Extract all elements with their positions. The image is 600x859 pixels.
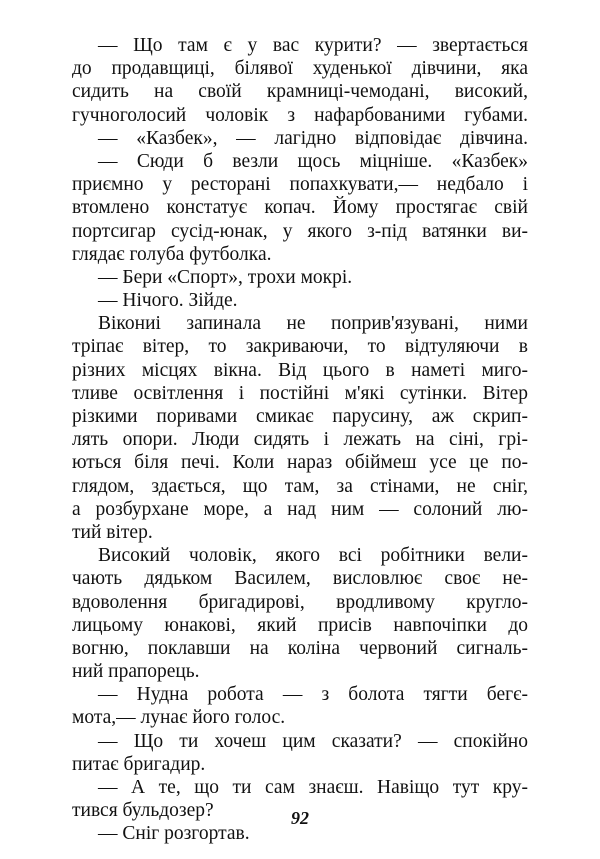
text-line-10: глядає голуба футболка.: [72, 243, 272, 265]
text-line-26: лицьому юнакові, який присів навпочіпки до: [72, 614, 528, 636]
text-line-33: — А те, що ти сам знаєш. Навіщо тут кру-: [98, 777, 528, 798]
text-line-8: втомлено констатує копач. Йому простягає свій: [72, 197, 528, 219]
text-line-9: портсигар сусід-юнак, у якого з-під ватянки ви-: [72, 220, 528, 242]
text-line-25: вдоволення бригадирові, вродливому кругло-: [72, 591, 528, 613]
text-line-27: вогню, поклавши на коліна червоний сигналь-: [72, 637, 528, 659]
text-line-23: Високий чоловік, якого всі робітники вели-: [98, 545, 528, 567]
page-number: 92: [291, 808, 309, 828]
text-line-30: мота,— лунає його голос.: [72, 707, 286, 729]
text-line-12: — Нічого. Зійде.: [98, 290, 238, 312]
text-line-35: — Сніг розгортав.: [98, 823, 250, 845]
text-line-20: глядом, здається, що там, за стінами, не сніг,: [72, 475, 528, 497]
text-line-6: — Сюди б везли щось міцніше. «Казбек»: [98, 150, 528, 172]
text-line-28: ний прапорець.: [72, 661, 200, 683]
text-line-2: до продавщиці, білявої худенької дівчини, яка: [72, 58, 528, 80]
text-line-22: тий вітер.: [72, 521, 153, 543]
text-line-24: чають дядьком Василем, висловлює своє не-: [72, 568, 528, 590]
text-line-1: — Що там є у вас курити? — звертається: [98, 35, 528, 56]
text-line-3: сидить на своїй крамниці-чемодані, високий,: [72, 81, 528, 103]
text-line-32: питає бригадир.: [72, 753, 206, 775]
text-line-19: ються біля печі. Коли нараз обіймеш усе це по-: [72, 452, 528, 474]
text-line-18: лять опори. Люди сидять і лежать на сіні, грі-: [72, 429, 528, 451]
text-line-16: тливе освітлення і постійні м'які сутінки. Вітер: [72, 382, 528, 404]
text-line-17: різкими поривами смикає парусину, аж скрип-: [72, 406, 528, 427]
text-line-13: Вікониі запинала не поприв'язувані, ними: [98, 313, 528, 335]
text-line-31: — Що ти хочеш цим сказати? — спокійно: [98, 730, 528, 752]
text-line-34: тився бульдозер?: [72, 800, 214, 822]
text-line-14: тріпає вітер, то закриваючи, то відтуляючи в: [72, 336, 528, 358]
text-line-11: — Бери «Спорт», трохи мокрі.: [98, 266, 353, 288]
text-line-29: — Нудна робота — з болота тягти бегє-: [98, 684, 528, 706]
text-line-7: приємно у ресторані попахкувати,— недбало і: [72, 174, 528, 196]
text-line-4: гучноголосий чоловік з нафарбованими губами.: [72, 104, 528, 126]
text-line-21: а розбурхане море, а над ним — солоний лю-: [72, 498, 528, 520]
page-text: [72, 34, 528, 845]
text-line-15: різних місцях вікна. Від цього в наметі миго-: [72, 359, 528, 381]
text-line-5: — «Казбек», — лагідно відповідає дівчина.: [98, 127, 528, 149]
